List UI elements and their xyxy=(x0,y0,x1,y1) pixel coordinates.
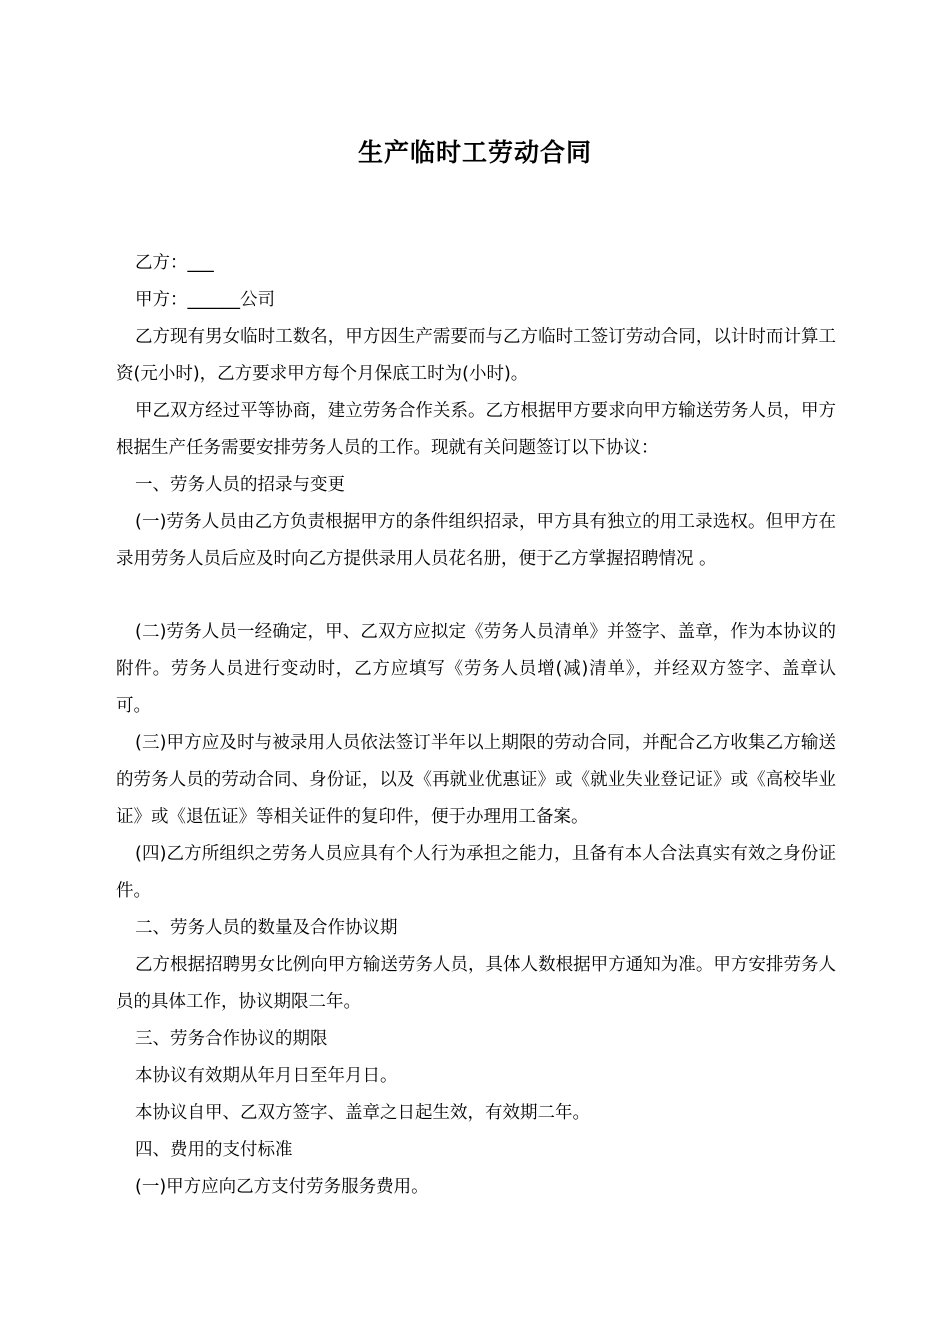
paragraph: 本协议自甲、乙双方签字、盖章之日起生效，有效期二年。 xyxy=(135,1103,590,1123)
paragraph: (三)甲方应及时与被录用人员依法签订半年以上期限的劳动合同，并配合乙方收集乙方输送的劳务人员的劳动合同、身份证，以及《再就业优惠证》或《就业失业登记证》或《高校毕业证》或《退伍证》等相关证件的复印件，便于办理用工备案。 xyxy=(116,733,836,827)
section-heading: 三、劳务合作协议的期限 xyxy=(135,1029,328,1049)
paragraph: 乙方根据招聘男女比例向甲方输送劳务人员，具体人数根据甲方通知为准。甲方安排劳务人员的具体工作，协议期限二年。 xyxy=(116,955,836,1012)
paragraph: 本协议有效期从年月日至年月日。 xyxy=(135,1066,398,1086)
paragraph: 乙方现有男女临时工数名，甲方因生产需要而与乙方临时工签订劳动合同，以计时而计算工资(元小时)，乙方要求甲方每个月保底工时为(小时)。 xyxy=(116,327,836,384)
document-title: 生产临时工劳动合同 xyxy=(357,138,592,167)
paragraph: (二)劳务人员一经确定，甲、乙双方应拟定《劳务人员清单》并签字、盖章，作为本协议的附件。劳务人员进行变动时，乙方应填写《劳务人员增(减)清单》，并经双方签字、盖章认可。 xyxy=(116,622,836,716)
paragraph: (一)甲方应向乙方支付劳务服务费用。 xyxy=(135,1177,429,1197)
section-heading: 一、劳务人员的招录与变更 xyxy=(135,475,345,495)
party-b-line: 乙方：___ xyxy=(135,253,214,273)
section-heading: 四、费用的支付标准 xyxy=(135,1140,293,1160)
document-body xyxy=(116,245,836,1206)
paragraph: (一)劳务人员由乙方负责根据甲方的条件组织招录，甲方具有独立的用工录选权。但甲方在录用劳务人员后应及时向乙方提供录用人员花名册，便于乙方掌握招聘情况 。 xyxy=(116,512,836,569)
paragraph: 甲乙双方经过平等协商，建立劳务合作关系。乙方根据甲方要求向甲方输送劳务人员，甲方根据生产任务需要安排劳务人员的工作。现就有关问题签订以下协议： xyxy=(116,401,836,458)
paragraph: (四)乙方所组织之劳务人员应具有个人行为承担之能力，且备有本人合法真实有效之身份证件。 xyxy=(116,844,836,901)
paragraph-spacer xyxy=(116,578,836,614)
section-heading: 二、劳务人员的数量及合作协议期 xyxy=(135,918,398,938)
party-a-line: 甲方：______公司 xyxy=(135,290,275,310)
